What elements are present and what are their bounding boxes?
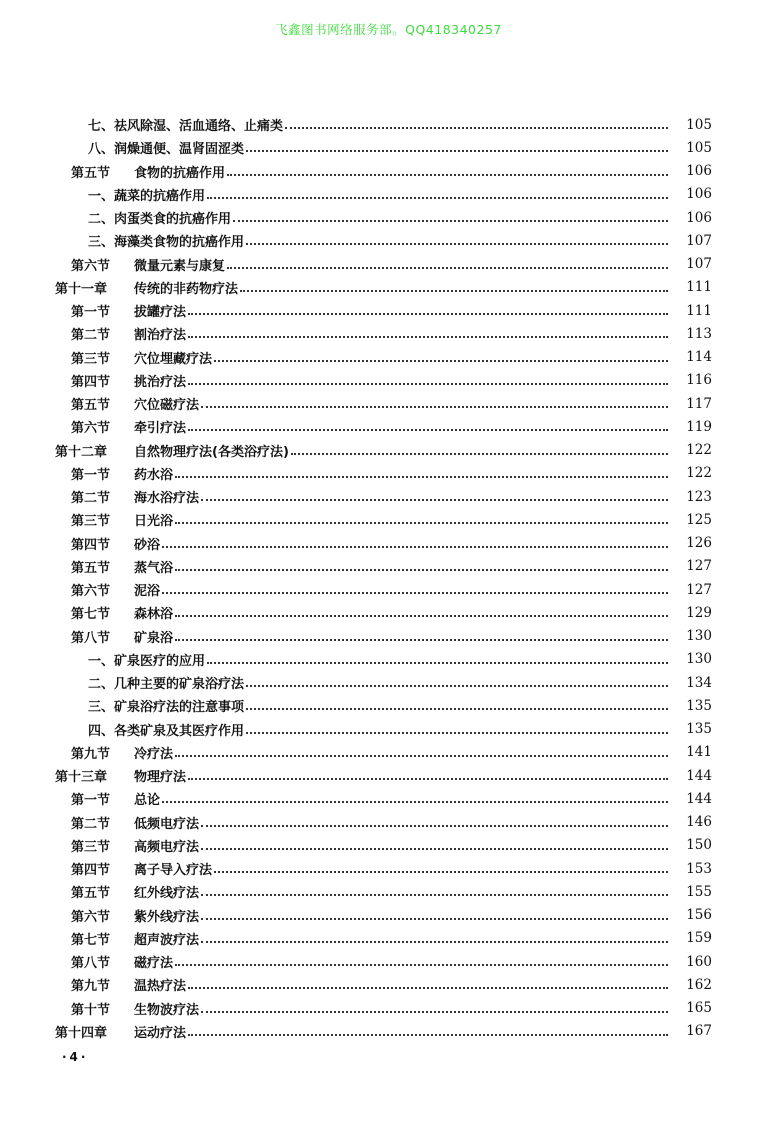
dot-leader xyxy=(291,440,668,455)
dot-leader xyxy=(162,788,668,803)
toc-entry-number: 第四节 xyxy=(71,374,111,390)
toc-entry-number: 第六节 xyxy=(71,421,111,437)
dot-leader xyxy=(201,905,668,920)
toc-entry-number: 第十一章 xyxy=(55,281,108,297)
toc-entry-title: 三、矿泉浴疗法的注意事项 xyxy=(88,700,245,716)
dot-leader xyxy=(175,463,668,478)
toc-page-number: 107 xyxy=(686,256,712,273)
toc-entry-title: 总论 xyxy=(134,793,161,809)
toc-section xyxy=(0,322,777,345)
toc-page-number: 127 xyxy=(686,558,712,575)
toc-entry-number: 第五节 xyxy=(71,886,111,902)
toc-entry-title: 超声波疗法 xyxy=(134,932,200,948)
toc-entry-title: 四、各类矿泉及其医疗作用 xyxy=(88,723,245,739)
toc-entry-title: 拔罐疗法 xyxy=(134,305,187,321)
toc-entry-title: 八、润燥通便、温肾固涩类 xyxy=(88,142,245,158)
toc-entry-title: 穴位埋藏疗法 xyxy=(134,351,213,367)
toc-section xyxy=(0,811,777,834)
toc-entry-number: 第八节 xyxy=(71,630,111,646)
toc-entry-number: 第七节 xyxy=(71,607,111,623)
toc-chapter xyxy=(0,1020,777,1043)
toc-entry-number: 第四节 xyxy=(71,537,111,553)
dot-leader xyxy=(246,695,668,710)
toc-page-number: 167 xyxy=(686,1023,712,1040)
toc-entry-title: 牵引疗法 xyxy=(134,421,187,437)
toc-entry-number: 第五节 xyxy=(71,560,111,576)
toc-section xyxy=(0,508,777,531)
toc-entry-title: 低频电疗法 xyxy=(134,816,200,832)
toc-entry-number: 第一节 xyxy=(71,467,111,483)
toc-entry-title: 运动疗法 xyxy=(134,1025,187,1041)
dot-leader xyxy=(201,881,668,896)
toc-section xyxy=(0,253,777,276)
toc-entry-title: 砂浴 xyxy=(134,537,161,553)
toc-subsection xyxy=(0,648,777,671)
toc-entry-number: 第六节 xyxy=(71,584,111,600)
dot-leader xyxy=(233,207,668,222)
toc-section xyxy=(0,415,777,438)
toc-page-number: 146 xyxy=(686,814,712,831)
toc-subsection xyxy=(0,206,777,229)
toc-entry-title: 食物的抗癌作用 xyxy=(134,165,226,181)
toc-page-number: 155 xyxy=(686,883,712,900)
toc-page-number: 141 xyxy=(686,744,712,761)
dot-leader xyxy=(207,649,668,664)
toc-entry-number: 第十三章 xyxy=(55,770,108,786)
toc-entry-title: 高频电疗法 xyxy=(134,839,200,855)
toc-entry-number: 第四节 xyxy=(71,863,111,879)
toc-section xyxy=(0,578,777,601)
toc-page-number: 111 xyxy=(686,279,712,296)
dot-leader xyxy=(285,114,668,129)
toc-page-number: 130 xyxy=(686,651,712,668)
table-of-contents xyxy=(0,113,777,1043)
toc-section xyxy=(0,346,777,369)
toc-entry-title: 蒸气浴 xyxy=(134,560,174,576)
toc-page-number: 113 xyxy=(686,325,712,342)
dot-leader xyxy=(246,137,668,152)
toc-entry-title: 微量元素与康复 xyxy=(134,258,226,274)
dot-leader xyxy=(175,556,668,571)
toc-entry-number: 第三节 xyxy=(71,514,111,530)
dot-leader xyxy=(201,486,668,501)
toc-page-number: 126 xyxy=(686,535,712,552)
toc-section xyxy=(0,485,777,508)
toc-entry-title: 传统的非药物疗法 xyxy=(134,281,239,297)
toc-page-number: 160 xyxy=(686,953,712,970)
toc-entry-title: 泥浴 xyxy=(134,584,161,600)
dot-leader xyxy=(188,300,668,315)
toc-entry-number: 第一节 xyxy=(71,305,111,321)
toc-entry-title: 挑治疗法 xyxy=(134,374,187,390)
toc-page-number: 122 xyxy=(686,442,712,459)
toc-entry-title: 三、海藻类食物的抗癌作用 xyxy=(88,235,245,251)
toc-entry-number: 第五节 xyxy=(71,398,111,414)
toc-entry-number: 第六节 xyxy=(71,909,111,925)
dot-leader xyxy=(175,626,668,641)
page-number: ·4· xyxy=(62,1050,89,1064)
dot-leader xyxy=(175,509,668,524)
dot-leader xyxy=(201,998,668,1013)
toc-page-number: 117 xyxy=(686,395,712,412)
dot-leader xyxy=(188,416,668,431)
toc-section xyxy=(0,973,777,996)
toc-section xyxy=(0,834,777,857)
toc-subsection xyxy=(0,229,777,252)
dot-leader xyxy=(188,323,668,338)
toc-section xyxy=(0,299,777,322)
toc-entry-title: 红外线疗法 xyxy=(134,886,200,902)
toc-entry-number: 第七节 xyxy=(71,932,111,948)
dot-leader xyxy=(188,1021,668,1036)
dot-leader xyxy=(175,602,668,617)
toc-page-number: 107 xyxy=(686,232,712,249)
dot-leader xyxy=(162,579,668,594)
toc-page-number: 135 xyxy=(686,721,712,738)
toc-section xyxy=(0,369,777,392)
toc-page-number: 106 xyxy=(686,186,712,203)
dot-leader xyxy=(188,765,668,780)
toc-entry-number: 第二节 xyxy=(71,816,111,832)
dot-leader xyxy=(175,742,668,757)
toc-entry-title: 一、矿泉医疗的应用 xyxy=(88,653,206,669)
toc-section xyxy=(0,160,777,183)
toc-page-number: 150 xyxy=(686,837,712,854)
toc-subsection xyxy=(0,694,777,717)
toc-entry-title: 紫外线疗法 xyxy=(134,909,200,925)
toc-entry-number: 第八节 xyxy=(71,956,111,972)
dot-leader xyxy=(214,347,668,362)
dot-leader xyxy=(246,230,668,245)
toc-page-number: 122 xyxy=(686,465,712,482)
toc-entry-number: 第二节 xyxy=(71,491,111,507)
toc-section xyxy=(0,555,777,578)
toc-entry-number: 第一节 xyxy=(71,793,111,809)
toc-subsection xyxy=(0,136,777,159)
toc-entry-title: 二、肉蛋类食的抗癌作用 xyxy=(88,212,232,228)
toc-chapter xyxy=(0,764,777,787)
toc-page-number: 105 xyxy=(686,116,712,133)
toc-section xyxy=(0,787,777,810)
dot-leader xyxy=(188,370,668,385)
toc-section xyxy=(0,392,777,415)
dot-leader xyxy=(214,858,668,873)
watermark: 飞鑫图书网络服务部。QQ418340257 xyxy=(275,22,502,37)
toc-page-number: 111 xyxy=(686,302,712,319)
toc-entry-title: 物理疗法 xyxy=(134,770,187,786)
toc-page-number: 130 xyxy=(686,628,712,645)
toc-entry-title: 离子导入疗法 xyxy=(134,863,213,879)
toc-page-number: 123 xyxy=(686,488,712,505)
toc-page-number: 119 xyxy=(686,418,712,435)
dot-leader xyxy=(246,719,668,734)
toc-entry-title: 冷疗法 xyxy=(134,746,174,762)
toc-entry-number: 第三节 xyxy=(71,839,111,855)
toc-page-number: 134 xyxy=(686,674,712,691)
toc-section xyxy=(0,532,777,555)
toc-section xyxy=(0,462,777,485)
toc-section xyxy=(0,880,777,903)
toc-section xyxy=(0,857,777,880)
dot-leader xyxy=(175,951,668,966)
toc-entry-number: 第十节 xyxy=(71,1002,111,1018)
toc-entry-title: 二、几种主要的矿泉浴疗法 xyxy=(88,677,245,693)
toc-page-number: 135 xyxy=(686,697,712,714)
toc-section xyxy=(0,950,777,973)
dot-leader xyxy=(246,672,668,687)
toc-section xyxy=(0,904,777,927)
toc-entry-title: 七、祛风除湿、活血通络、止痛类 xyxy=(88,119,284,135)
toc-subsection xyxy=(0,113,777,136)
toc-entry-title: 矿泉浴 xyxy=(134,630,174,646)
dot-leader xyxy=(201,835,668,850)
dot-leader xyxy=(207,184,668,199)
toc-entry-title: 穴位磁疗法 xyxy=(134,398,200,414)
toc-section xyxy=(0,601,777,624)
toc-chapter xyxy=(0,439,777,462)
toc-page-number: 127 xyxy=(686,581,712,598)
toc-entry-number: 第十二章 xyxy=(55,444,108,460)
toc-subsection xyxy=(0,718,777,741)
toc-page-number: 159 xyxy=(686,930,712,947)
toc-page-number: 129 xyxy=(686,604,712,621)
toc-entry-number: 第九节 xyxy=(71,979,111,995)
toc-page-number: 116 xyxy=(686,372,712,389)
toc-entry-title: 日光浴 xyxy=(134,514,174,530)
toc-page-number: 114 xyxy=(686,349,712,366)
toc-page-number: 106 xyxy=(686,209,712,226)
toc-entry-number: 第二节 xyxy=(71,328,111,344)
toc-entry-number: 第三节 xyxy=(71,351,111,367)
toc-subsection xyxy=(0,183,777,206)
dot-leader xyxy=(201,812,668,827)
dot-leader xyxy=(188,974,668,989)
toc-entry-title: 割治疗法 xyxy=(134,328,187,344)
dot-leader xyxy=(201,928,668,943)
toc-entry-title: 一、蔬菜的抗癌作用 xyxy=(88,188,206,204)
toc-entry-number: 第六节 xyxy=(71,258,111,274)
toc-entry-number: 第九节 xyxy=(71,746,111,762)
toc-page-number: 105 xyxy=(686,139,712,156)
toc-page-number: 144 xyxy=(686,767,712,784)
toc-section xyxy=(0,997,777,1020)
toc-entry-title: 森林浴 xyxy=(134,607,174,623)
toc-page-number: 106 xyxy=(686,163,712,180)
toc-entry-title: 药水浴 xyxy=(134,467,174,483)
toc-chapter xyxy=(0,276,777,299)
toc-entry-number: 第十四章 xyxy=(55,1025,108,1041)
toc-page-number: 125 xyxy=(686,511,712,528)
dot-leader xyxy=(201,393,668,408)
dot-leader xyxy=(240,277,668,292)
toc-page-number: 153 xyxy=(686,860,712,877)
toc-page-number: 165 xyxy=(686,1000,712,1017)
toc-section xyxy=(0,741,777,764)
dot-leader xyxy=(227,161,668,176)
toc-page-number: 144 xyxy=(686,790,712,807)
toc-entry-title: 自然物理疗法(各类浴疗法) xyxy=(134,444,289,460)
toc-page-number: 156 xyxy=(686,907,712,924)
toc-entry-title: 海水浴疗法 xyxy=(134,491,200,507)
toc-page-number: 162 xyxy=(686,976,712,993)
toc-entry-title: 磁疗法 xyxy=(134,956,174,972)
toc-section xyxy=(0,927,777,950)
dot-leader xyxy=(162,533,668,548)
toc-entry-number: 第五节 xyxy=(71,165,111,181)
toc-section xyxy=(0,625,777,648)
toc-entry-title: 温热疗法 xyxy=(134,979,187,995)
dot-leader xyxy=(227,254,668,269)
toc-subsection xyxy=(0,671,777,694)
toc-entry-title: 生物波疗法 xyxy=(134,1002,200,1018)
